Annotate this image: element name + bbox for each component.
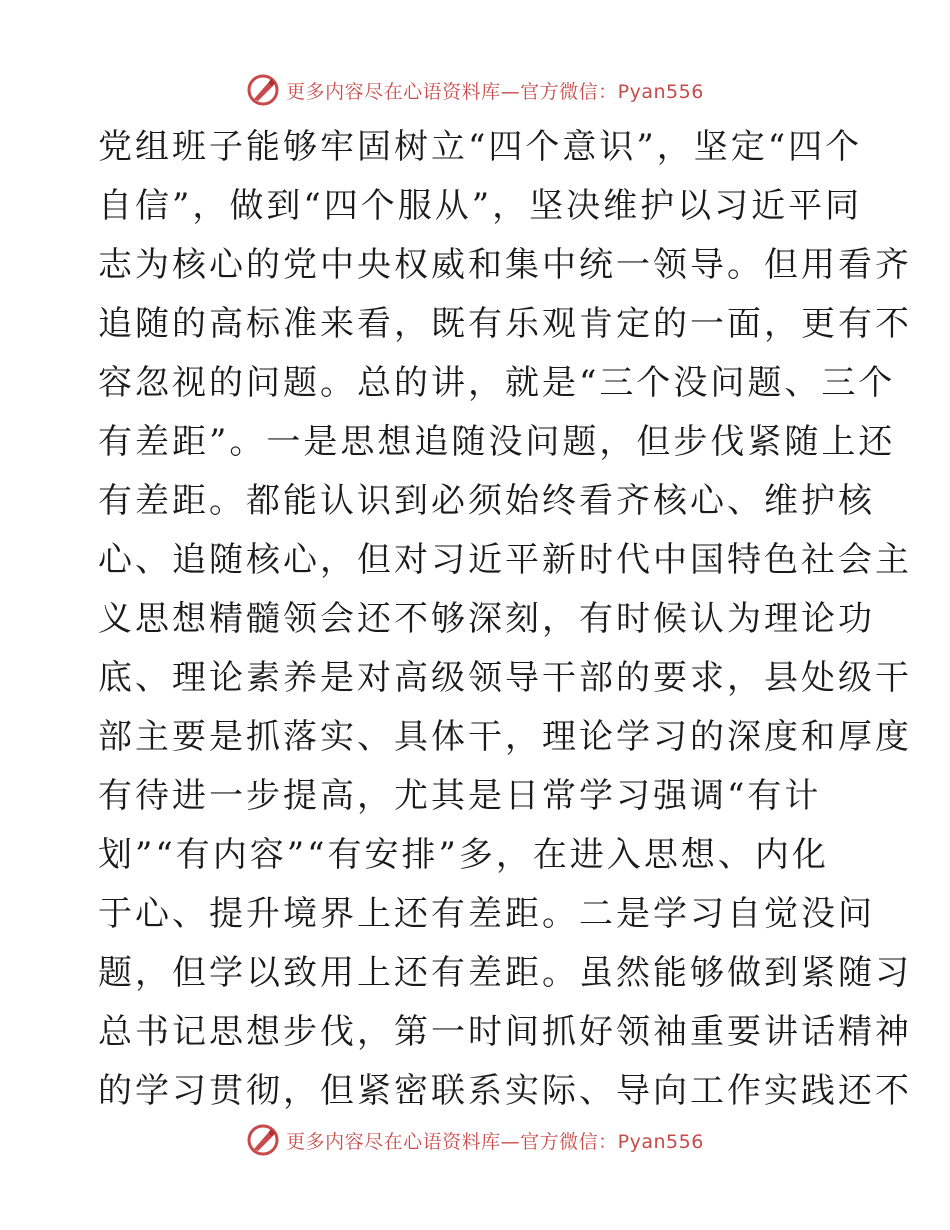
- document-body: [98, 118, 912, 1121]
- text-line: 题，但学以致用上还有差距。虽然能够做到紧随习: [98, 953, 912, 993]
- pen-nib-logo-icon: [246, 1123, 280, 1157]
- text-line: 底、理论素养是对高级领导干部的要求，县处级干: [98, 658, 912, 698]
- text-line: 有差距。都能认识到必须始终看齐核心、维护核: [98, 481, 875, 521]
- watermark-text: 更多内容尽在心语资料库—官方微信：Pyan556: [286, 80, 704, 103]
- text-line: 追随的高标准来看，既有乐观肯定的一面，更有不: [98, 304, 912, 344]
- text-line: 的学习贯彻，但紧密联系实际、导向工作实践还不: [98, 1071, 912, 1111]
- watermark-text: 更多内容尽在心语资料库—官方微信：Pyan556: [286, 1130, 704, 1153]
- text-line: 心、追随核心，但对习近平新时代中国特色社会主: [98, 540, 912, 580]
- text-line: 有待进一步提高，尤其是日常学习强调“有计: [98, 776, 822, 816]
- text-line: 划”“有内容”“有安排”多，在进入思想、内化: [98, 835, 829, 875]
- text-line: 自信”，做到“四个服从”，坚决维护以习近平同: [98, 186, 863, 226]
- header-watermark: [0, 70, 950, 110]
- pen-nib-logo-icon: [246, 73, 280, 107]
- text-line: 志为核心的党中央权威和集中统一领导。但用看齐: [98, 245, 912, 285]
- text-line: 部主要是抓落实、具体干，理论学习的深度和厚度: [98, 717, 912, 757]
- text-line: 有差距”。一是思想追随没问题，但步伐紧随上还: [98, 422, 896, 462]
- text-line: 于心、提升境界上还有差距。二是学习自觉没问: [98, 894, 875, 934]
- text-line: 义思想精髓领会还不够深刻，有时候认为理论功: [98, 599, 875, 639]
- footer-watermark: [0, 1120, 950, 1160]
- text-line: 党组班子能够牢固树立“四个意识”，坚定“四个: [98, 127, 863, 167]
- text-line: 容忽视的问题。总的讲，就是“三个没问题、三个: [98, 363, 896, 403]
- text-line: 总书记思想步伐，第一时间抓好领袖重要讲话精神: [98, 1012, 912, 1052]
